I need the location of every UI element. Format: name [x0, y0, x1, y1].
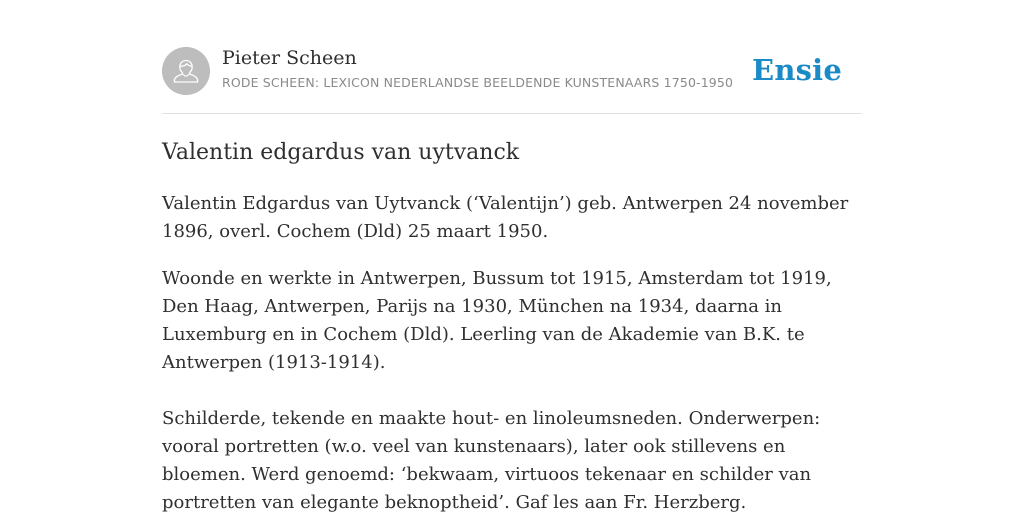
article-paragraph: Woonde en werkte in Antwerpen, Bussum tot 1915, Amsterdam tot 1919, Den Haag, Antwerpen, Parijs na 1930, München na 1934, daarna in Luxemburg en in Cochem (Dld). Leerling van de Akademie van B.K. te Antwerpen (1913-1914). — [162, 268, 832, 373]
header-divider — [162, 113, 862, 114]
author-header — [162, 47, 862, 95]
article-paragraph: Valentin Edgardus van Uytvanck (‘Valentijn’) geb. Antwerpen 24 november 1896, overl. Cochem (Dld) 25 maart 1950. — [162, 193, 849, 242]
author-source[interactable]: RODE SCHEEN: LEXICON NEDERLANDSE BEELDENDE KUNSTENAARS 1750-1950 — [222, 75, 734, 90]
article-paragraph: Schilderde, tekende en maakte hout- en linoleumsneden. Onderwerpen: vooral portretten (w.o. veel van kunstenaars), later ook stillevens en bloemen. Werd genoemd: ‘bekwaam, virtuoos tekenaar en schilder van portretten van elegante beknoptheid’. Gaf les aan Fr. Herzberg. — [162, 408, 821, 513]
page-title: Valentin edgardus van uytvanck — [162, 140, 520, 165]
user-icon — [162, 47, 210, 95]
ensie-logo[interactable]: Ensie — [752, 53, 842, 87]
article-body — [162, 190, 862, 517]
author-name[interactable]: Pieter Scheen — [222, 47, 357, 69]
avatar[interactable] — [162, 47, 210, 95]
